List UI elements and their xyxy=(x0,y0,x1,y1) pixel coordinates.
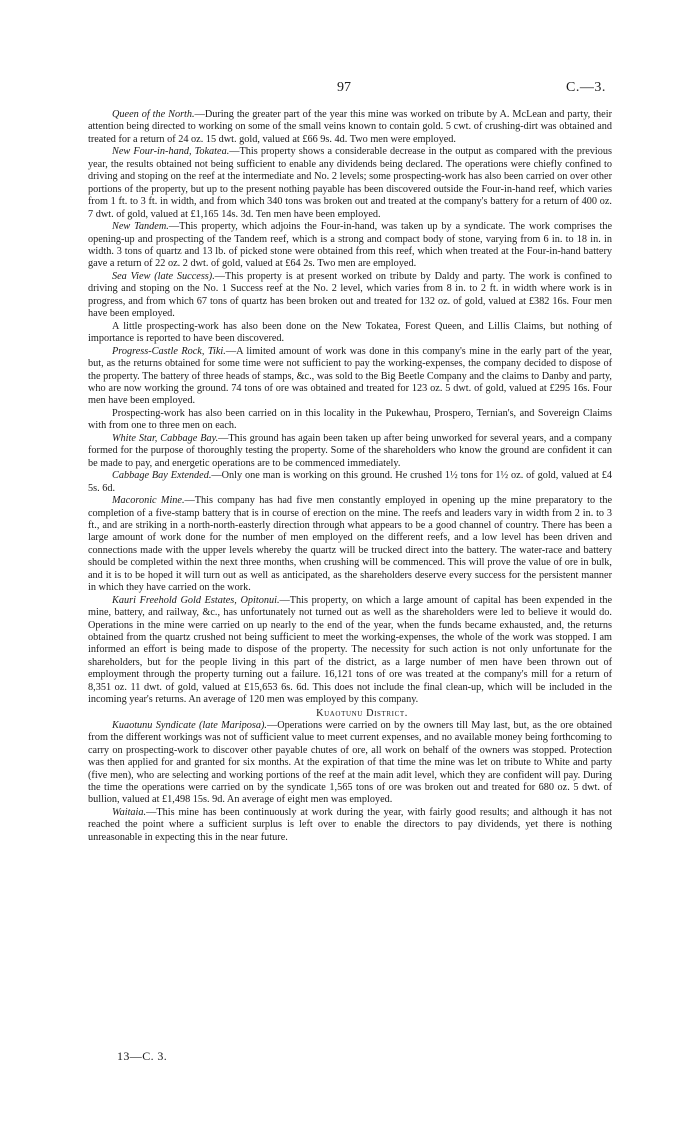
paragraph-title: New Tandem. xyxy=(112,221,169,233)
paragraph xyxy=(88,720,612,807)
paragraph xyxy=(88,807,612,844)
paragraph-text: Prospecting-work has also been carried on in this locality in the Pukewhau, Prospero, Ternian's, and Sovereign Claims with from one to three men on each. xyxy=(88,407,612,432)
paragraph-text: —A limited amount of work was done in this company's mine in the early part of the year, but, as the returns obtained for some time were not sufficient to pay the working-expenses, the company decided to dispose of the property. The battery of three heads of stamps, &c., was sold to the Big Beetle Company and the claims to Danby and party, who are now working the ground. 74 tons of ore was obtained and treated for 123 oz. 5 dwt. of gold, valued at £295 16s. Four men have been employed. xyxy=(88,345,612,407)
paragraph xyxy=(88,346,612,408)
paragraph-text: —This property, which adjoins the Four-in-hand, was taken up by a syndicate. The work comprises the opening-up and prospecting of the Tandem reef, which is a strong and compact body of stone, varying from 6 in. to 18 in. in width. 3 tons of quartz and 13 lb. of picked stone were obtained from this reef, which when treated at the Four-in-hand battery gave a return of 22 oz. 2 dwt. of gold, valued at £64 2s. Two men are employed. xyxy=(88,221,612,270)
paragraph-text: —During the greater part of the year this mine was worked on tribute by A. McLean and party, their attention being directed to working on some of the small veins known to contain gold. 5 cwt. of crushing-dirt was obtained and treated for a return of 24 oz. 15 dwt. gold, valued at £66 9s. 4d. Two men were employed. xyxy=(88,109,612,145)
paragraph-text: —Only one man is working on this ground. He crushed 1½ tons for 1½ oz. of gold, valued at £4 5s. 6d. xyxy=(88,470,612,494)
paragraph-text: —This property is at present worked on tribute by Daldy and party. The work is confined to driving and stoping on the No. 1 Success reef at the No. 2 level, which varies from 8 in. to 2 ft. in width where work is in progress, and from which 67 tons of quartz has been broken out and treated for 132 oz. of gold, valued at £382 16s. Four men have been employed. xyxy=(88,270,612,320)
paragraph-text: —This mine has been continuously at work during the year, with fairly good results; and although it has not reached the point where a sufficient surplus is left over to enable the directors to pay dividends, yet there is nothing unreasonable in expecting this in the near future. xyxy=(88,806,612,843)
paragraph xyxy=(88,146,612,221)
paragraph xyxy=(88,595,612,707)
paragraph xyxy=(88,109,612,146)
paragraph-title: Kuaotunu Syndicate (late Mariposa). xyxy=(112,719,267,731)
page-reference: C.—3. xyxy=(566,80,606,95)
paragraph-text: —This ground has again been taken up after being unworked for several years, and a company formed for the purpose of thoroughly testing the property. Some of the shareholders who know the ground are confident it can be made to pay, and energetic operations are to be commenced immediately. xyxy=(88,432,612,469)
paragraph xyxy=(88,433,612,470)
paragraph-title: Cabbage Bay Extended. xyxy=(112,470,212,482)
paragraph xyxy=(88,470,612,495)
paragraph-title: Waitaia. xyxy=(112,806,147,818)
paragraph xyxy=(88,495,612,595)
paragraph-text: —This property shows a considerable decrease in the output as compared with the previous year, the results obtained not being sufficient to enable any dividends being declared. The operations were chiefly confined to driving and stoping on the reef at the intermediate and No. 2 levels; some prospecting-work has also been carried on over other portions of the property, but up to the present nothing payable has been discovered outside the Four-in-hand reef, which varies from 1 ft. to 3 ft. in width, and from which 340 tons was broken out and treated at the company's battery for a return of 400 oz. 7 dwt. of gold, valued at £1,165 14s. 3d. Ten men have been employed. xyxy=(88,146,612,220)
section-heading: Kuaotunu District. xyxy=(316,707,408,719)
paragraph-text: A little prospecting-work has also been done on the New Tokatea, Forest Queen, and Lillis Claims, but nothing of importance is reported to have been discovered. xyxy=(88,320,612,345)
paragraph xyxy=(88,271,612,321)
paragraph-title: Queen of the North. xyxy=(112,109,195,120)
page-number: 97 xyxy=(337,80,351,95)
body-text xyxy=(88,109,612,844)
paragraph-title: New Four-in-hand, Tokatea. xyxy=(112,146,230,158)
paragraph-title: Sea View (late Success). xyxy=(112,270,215,282)
paragraph-text: —This company has had five men constantly employed in opening up the mine preparatory to the completion of a five-stamp battery that is in course of erection on the mine. The reefs and leaders vary in width from 2 in. to 3 ft., and are striking in a north-north-easterly direction through what appears to be a good channel of country. There has been a large amount of work done for the number of men employed on the different reefs, and a low level has been driven and connections made with the upper levels whereby the quartz will be trucked direct into the battery. The water-race and battery should be completed within the next three months, when crushing will be commenced. This will prove the value of ore in bulk, and it is to be hoped it will turn out as well as anticipated, as the shareholders deserve every success for the persistent manner in which they have carried on the work. xyxy=(88,495,612,594)
paragraph-title: White Star, Cabbage Bay. xyxy=(112,432,219,444)
signature-mark: 13—C. 3. xyxy=(117,1049,168,1063)
paragraph xyxy=(88,221,612,271)
paragraph xyxy=(88,321,612,346)
paragraph-text: —Operations were carried on by the owners till May last, but, as the ore obtained from the different workings was not of sufficient value to meet current expenses, and no available money being forthcoming to carry on prospecting-work to discover other payable chutes of ore, all work on behalf of the owners was stopped. Protection was then applied for and granted for six months. At the expiration of that time the mine was let on tribute to White and party (five men), who are selecting and working portions of the reef at the main adit level, which they are confident will pay. During the time the operations were carried on by the syndicate 1,565 tons of ore was broken out and treated for 680 oz. 5 dwt. of bullion, valued at £1,498 15s. 9d. An average of eight men was employed. xyxy=(88,719,613,806)
paragraph-title: Kauri Freehold Gold Estates, Opitonui. xyxy=(112,594,280,606)
paragraph-title: Macoronic Mine. xyxy=(112,495,185,507)
paragraph-text: —This property, on which a large amount of capital has been expended in the mine, battery, and railway, &c., has unfortunately not turned out as well as the shareholders were led to believe it would do. Operations in the mine were carried on up nearly to the end of the year, when the funds became exhausted, and, the returns obtained from the quartz crushed not being sufficient to meet the working-expenses, the whole of the work was stopped. I am informed an effort is being made to dispose of the property. The necessity for such action is not only unfortunate for the shareholders, but for the people living in this part of the district, as a large number of men have been thrown out of employment through the property turning out a failure. 16,121 tons of ore was treated at the company's mill for a return of 8,351 oz. 11 dwt. of gold, valued at £15,653 6s. 6d. This does not include the final clean-up, which will be included in the incoming year's returns. An average of 120 men was employed by this company. xyxy=(88,594,613,706)
paragraph-title: Progress-Castle Rock, Tiki. xyxy=(112,345,226,357)
paragraph xyxy=(88,408,612,433)
